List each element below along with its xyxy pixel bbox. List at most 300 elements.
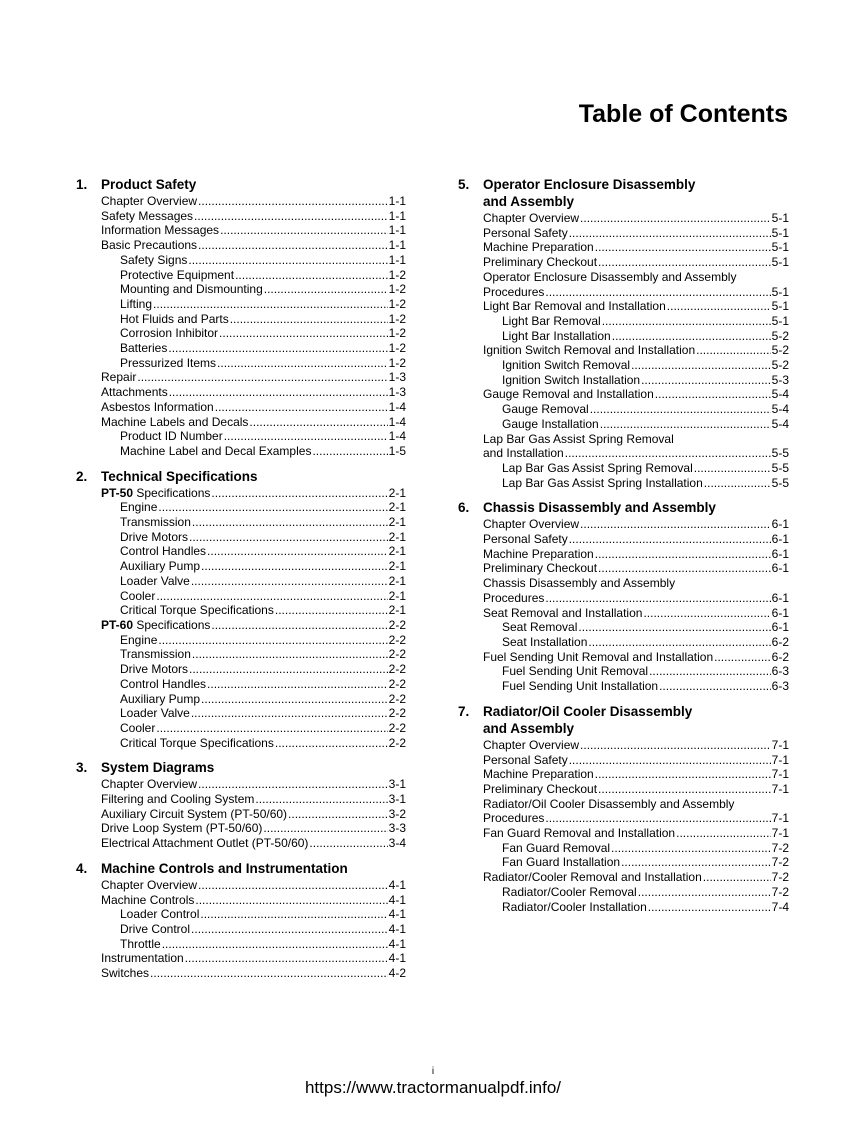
- entry-text: Critical Torque Specifications: [120, 735, 274, 750]
- toc-entry[interactable]: [101, 400, 406, 415]
- section-title: [483, 176, 695, 210]
- entry-text: Gauge Installation: [502, 416, 599, 431]
- entry-page: 5-2: [771, 343, 789, 358]
- entry-title: [120, 268, 234, 283]
- section-title: [101, 759, 214, 776]
- dot-leader: [168, 341, 387, 356]
- entry-text: Ignition Switch Removal: [502, 358, 631, 373]
- dot-leader: [162, 937, 388, 952]
- entry-title: [120, 444, 311, 459]
- entry-text: Information Messages: [101, 223, 220, 238]
- entry-list: [483, 738, 789, 914]
- toc-entry[interactable]: [483, 476, 789, 491]
- toc-entry[interactable]: [483, 285, 789, 300]
- dot-leader: [211, 618, 387, 633]
- toc-entry[interactable]: [483, 240, 789, 255]
- entry-title: [101, 807, 287, 822]
- entry-title: [120, 692, 200, 707]
- entry-page: 7-1: [771, 737, 789, 752]
- dot-leader: [309, 836, 387, 851]
- entry-text: Attachments: [101, 385, 168, 400]
- entry-page: 5-2: [771, 358, 789, 373]
- toc-entry[interactable]: [483, 461, 789, 476]
- entry-title: [483, 387, 654, 402]
- toc-entry[interactable]: [101, 341, 406, 356]
- toc-entry[interactable]: [101, 603, 406, 618]
- dot-leader: [192, 647, 388, 662]
- entry-title: [120, 706, 190, 721]
- entry-title: [483, 532, 568, 547]
- dot-leader: [158, 500, 387, 515]
- entry-title: [502, 679, 658, 694]
- page-title: Table of Contents: [578, 100, 788, 128]
- dot-leader: [590, 402, 771, 417]
- entry-title: [502, 314, 601, 329]
- dot-leader: [200, 907, 387, 922]
- toc-entry[interactable]: [101, 706, 406, 721]
- dot-leader: [621, 855, 771, 870]
- toc-entry[interactable]: [483, 211, 789, 226]
- section-heading: [458, 176, 789, 210]
- entry-list: [483, 211, 789, 490]
- entry-title: [101, 223, 219, 238]
- entry-text: Transmission: [120, 647, 191, 662]
- entry-text: Chapter Overview: [483, 211, 580, 225]
- dot-leader: [275, 736, 388, 751]
- entry-text: Chapter Overview: [483, 517, 580, 532]
- entry-page: 6-1: [771, 605, 789, 620]
- entry-title: [101, 878, 197, 893]
- dot-leader: [569, 753, 771, 768]
- dot-leader: [150, 966, 388, 981]
- dot-leader: [191, 706, 388, 721]
- entry-page: 1-3: [388, 385, 406, 400]
- dot-leader: [655, 387, 771, 402]
- entry-text: Auxiliary Pump: [120, 559, 201, 574]
- dot-leader: [198, 238, 388, 253]
- entry-title: [120, 282, 263, 297]
- toc-entry[interactable]: [483, 782, 789, 797]
- entry-text: Mounting and Dismounting: [120, 282, 263, 297]
- entry-text: Filtering and Cooling System: [101, 792, 255, 807]
- entry-page: 1-4: [388, 414, 406, 429]
- toc-entry[interactable]: [483, 446, 789, 461]
- entry-text: Light Bar Removal and Installation: [483, 299, 666, 314]
- entry-text: Lifting: [120, 296, 153, 311]
- entry-page: 6-2: [771, 649, 789, 664]
- entry-list: [101, 878, 406, 981]
- toc-entry[interactable]: [483, 870, 789, 885]
- toc-entry[interactable]: [483, 387, 789, 402]
- entry-text: Instrumentation: [101, 951, 184, 966]
- entry-title: [101, 370, 136, 385]
- dot-leader: [631, 358, 771, 373]
- dot-leader: [191, 922, 388, 937]
- entry-page: 2-2: [388, 720, 406, 735]
- dot-leader: [545, 811, 770, 826]
- toc-entry[interactable]: [101, 544, 406, 559]
- toc-entry[interactable]: [483, 885, 789, 900]
- entry-title: [483, 738, 579, 753]
- entry-page: 5-1: [771, 299, 789, 314]
- entry-page: 3-3: [388, 821, 406, 836]
- entry-text: Switches: [101, 966, 150, 981]
- toc-entry[interactable]: [101, 385, 406, 400]
- entry-title: [120, 356, 216, 371]
- entry-title: [120, 500, 157, 515]
- entry-title: [502, 402, 589, 417]
- entry-text: Procedures: [483, 590, 545, 605]
- toc-entry[interactable]: [483, 664, 789, 679]
- entry-text: Loader Control: [120, 907, 200, 922]
- entry-title: [483, 870, 702, 885]
- toc-entry[interactable]: [483, 314, 789, 329]
- entry-title: [483, 517, 579, 532]
- entry-page: 5-1: [771, 284, 789, 299]
- toc-entry[interactable]: [483, 402, 789, 417]
- entry-title: [101, 777, 197, 792]
- entry-page: 1-1: [388, 223, 406, 238]
- entry-text: Light Bar Removal: [502, 313, 601, 328]
- dot-leader: [217, 356, 388, 371]
- entry-page: 7-2: [771, 840, 789, 855]
- entry-text: Engine: [120, 632, 158, 647]
- entry-page: 4-1: [388, 907, 406, 922]
- section-title-line: Machine Controls and Instrumentation: [101, 860, 348, 876]
- entry-text: Cooler: [120, 720, 156, 735]
- toc-entry[interactable]: [483, 635, 789, 650]
- entry-title: [502, 461, 693, 476]
- toc-entry[interactable]: [101, 633, 406, 648]
- toc-entry[interactable]: [101, 312, 406, 327]
- entry-page: 4-1: [388, 951, 406, 966]
- toc-entry[interactable]: [483, 650, 789, 665]
- entry-page: 1-2: [388, 326, 406, 341]
- entry-title: [101, 238, 197, 253]
- dot-leader: [569, 532, 771, 547]
- section-title: [483, 499, 716, 516]
- toc-entry[interactable]: [101, 268, 406, 283]
- section-title-line: Chassis Disassembly and Assembly: [483, 500, 716, 516]
- toc-entry[interactable]: [483, 591, 789, 606]
- toc-entry[interactable]: [101, 194, 406, 209]
- toc-entry[interactable]: [101, 559, 406, 574]
- entry-title: [502, 373, 640, 388]
- dot-leader: [207, 677, 388, 692]
- entry-page: 6-2: [771, 634, 789, 649]
- entry-text: Drive Motors: [120, 529, 189, 544]
- entry-title: [483, 561, 597, 576]
- entry-page: 2-1: [388, 544, 406, 559]
- dot-leader: [264, 282, 388, 297]
- toc-entry[interactable]: [483, 255, 789, 270]
- entry-text: Preliminary Checkout: [483, 781, 598, 796]
- entry-title: [120, 253, 187, 268]
- toc-entry[interactable]: [101, 677, 406, 692]
- toc-entry[interactable]: [101, 486, 406, 501]
- toc-entry[interactable]: [101, 444, 406, 459]
- dot-leader: [137, 370, 387, 385]
- entry-title: [502, 841, 610, 856]
- dot-leader: [649, 664, 771, 679]
- toc-entry[interactable]: [101, 429, 406, 444]
- entry-page: 1-2: [388, 311, 406, 326]
- entry-title: [101, 415, 248, 430]
- toc-entry[interactable]: [483, 561, 789, 576]
- entry-title: [502, 900, 647, 915]
- toc-section: [76, 176, 406, 459]
- toc-entry[interactable]: [101, 922, 406, 937]
- section-title: [101, 860, 348, 877]
- toc-entry[interactable]: [483, 679, 789, 694]
- entry-title: Radiator/Oil Cooler Disassembly and Assembly: [483, 796, 735, 811]
- toc-entry[interactable]: [483, 517, 789, 532]
- entry-text: Preliminary Checkout: [483, 561, 598, 576]
- toc-entry[interactable]: [483, 329, 789, 344]
- dot-leader: [704, 476, 771, 491]
- entry-title: [483, 343, 695, 358]
- section-number: 4.: [76, 860, 88, 876]
- section-heading: [76, 759, 406, 776]
- entry-text: Machine Label and Decal Examples: [120, 443, 312, 458]
- entry-title: [483, 285, 544, 300]
- entry-title: [502, 635, 587, 650]
- entry-title: [502, 417, 599, 432]
- dot-leader: [263, 821, 387, 836]
- toc-entry[interactable]: [483, 532, 789, 547]
- dot-leader: [195, 893, 387, 908]
- entry-text: Chapter Overview: [483, 737, 580, 752]
- toc-entry[interactable]: [101, 574, 406, 589]
- toc-entry[interactable]: [101, 937, 406, 952]
- entry-page: 2-1: [388, 603, 406, 618]
- toc-entry[interactable]: [101, 692, 406, 707]
- entry-title: [101, 893, 194, 908]
- entry-page: 1-2: [388, 282, 406, 297]
- entry-page: 5-1: [771, 225, 789, 240]
- toc-entry[interactable]: [483, 767, 789, 782]
- toc-entry[interactable]: [101, 721, 406, 736]
- entry-page: 5-4: [771, 416, 789, 431]
- entry-page: 5-1: [771, 240, 789, 255]
- toc-entry[interactable]: [101, 356, 406, 371]
- dot-leader: [191, 574, 388, 589]
- entry-title: [502, 476, 703, 491]
- toc-entry[interactable]: [483, 299, 789, 314]
- dot-leader: [648, 900, 771, 915]
- toc-entry[interactable]: [101, 209, 406, 224]
- entry-page: 2-1: [388, 573, 406, 588]
- entry-text: Basic Precautions: [101, 238, 198, 253]
- entry-text: Personal Safety: [483, 225, 568, 240]
- dot-leader: [230, 312, 388, 327]
- entry-text: Lap Bar Gas Assist Spring Installation: [502, 475, 703, 490]
- toc-entry[interactable]: [101, 951, 406, 966]
- entry-title: [483, 547, 594, 562]
- toc-entry[interactable]: [483, 855, 789, 870]
- entry-text: Seat Removal: [502, 620, 578, 635]
- entry-page: 6-1: [771, 532, 789, 547]
- entry-text: Fuel Sending Unit Installation: [502, 679, 659, 694]
- toc-entry[interactable]: [101, 878, 406, 893]
- toc-entry[interactable]: [101, 777, 406, 792]
- toc-entry[interactable]: [483, 826, 789, 841]
- entry-page: 7-4: [771, 899, 789, 914]
- entry-page: 7-1: [771, 767, 789, 782]
- toc-entry[interactable]: [101, 618, 406, 633]
- entry-page: 6-1: [771, 561, 789, 576]
- entry-title: [483, 811, 544, 826]
- entry-page: 5-1: [771, 255, 789, 270]
- entry-title: [120, 633, 157, 648]
- entry-text: Transmission: [120, 515, 191, 530]
- entry-page: 2-2: [388, 632, 406, 647]
- toc-entry[interactable]: [483, 226, 789, 241]
- section-number: 1.: [76, 177, 88, 192]
- entry-title: [483, 255, 597, 270]
- toc-entry[interactable]: [101, 893, 406, 908]
- toc-entry[interactable]: [101, 297, 406, 312]
- entry-text: and Installation: [483, 446, 564, 461]
- toc-entry[interactable]: [101, 530, 406, 545]
- entry-title: [502, 664, 648, 679]
- dot-leader: [602, 314, 771, 329]
- section-title-line: and Assembly: [483, 194, 575, 209]
- dot-leader: [185, 951, 388, 966]
- entry-text: Fan Guard Removal and Installation: [483, 826, 676, 841]
- entry-title: [120, 574, 190, 589]
- entry-title: [502, 855, 620, 870]
- toc-entry[interactable]: [483, 811, 789, 826]
- dot-leader: [224, 429, 388, 444]
- section-title: [483, 703, 692, 737]
- entry-title: [502, 329, 611, 344]
- entry-page: 5-1: [771, 211, 789, 225]
- toc-section: [458, 499, 789, 693]
- dot-leader: [219, 326, 388, 341]
- section-title-line: Radiator/Oil Cooler Disassembly: [483, 703, 693, 719]
- entry-page: 6-1: [771, 620, 789, 635]
- entry-title: [483, 240, 594, 255]
- entry-title: [483, 826, 675, 841]
- dot-leader: [215, 400, 388, 415]
- toc-entry[interactable]: [101, 907, 406, 922]
- toc-section: [76, 860, 406, 981]
- dot-leader: [201, 692, 388, 707]
- entry-page: 4-2: [388, 966, 406, 981]
- toc-entry[interactable]: [483, 547, 789, 562]
- toc-entry[interactable]: [101, 647, 406, 662]
- entry-text: Machine Preparation: [483, 546, 594, 561]
- toc-entry[interactable]: [101, 589, 406, 604]
- toc-entry[interactable]: [101, 253, 406, 268]
- toc-entry[interactable]: [101, 223, 406, 238]
- entry-title: [120, 677, 206, 692]
- dot-leader: [194, 209, 388, 224]
- toc-entry[interactable]: [483, 738, 789, 753]
- entry-title: [101, 400, 214, 415]
- entry-title: [120, 907, 199, 922]
- toc-entry[interactable]: [483, 841, 789, 856]
- entry-page: 4-1: [388, 892, 406, 907]
- entry-text: Fan Guard Removal: [502, 840, 611, 855]
- toc-entry[interactable]: [101, 836, 406, 851]
- dot-leader: [598, 561, 771, 576]
- dot-leader: [611, 841, 771, 856]
- entry-page: 1-2: [388, 296, 406, 311]
- section-title: [101, 176, 196, 193]
- entry-text: Procedures: [483, 811, 545, 826]
- entry-text: Preliminary Checkout: [483, 255, 598, 270]
- toc-entry[interactable]: [101, 821, 406, 836]
- toc-entry[interactable]: [483, 373, 789, 388]
- toc-entry[interactable]: [483, 620, 789, 635]
- toc-entry[interactable]: [101, 370, 406, 385]
- entry-page: 7-1: [771, 811, 789, 826]
- entry-page: 5-1: [771, 313, 789, 328]
- entry-page: 2-1: [388, 529, 406, 544]
- toc-entry[interactable]: [101, 515, 406, 530]
- entry-page: 5-5: [771, 460, 789, 475]
- toc-entry[interactable]: [101, 807, 406, 822]
- toc-entry[interactable]: [101, 966, 406, 981]
- dot-leader: [578, 620, 770, 635]
- toc-entry[interactable]: [483, 343, 789, 358]
- entry-text: Drive Control: [120, 921, 191, 936]
- entry-title: [120, 429, 223, 444]
- entry-model: PT-50: [101, 485, 134, 500]
- entry-title: [101, 618, 210, 633]
- toc-entry[interactable]: [101, 326, 406, 341]
- entry-page: 1-3: [388, 370, 406, 385]
- entry-title: [101, 194, 197, 209]
- entry-page: 4-1: [388, 921, 406, 936]
- toc-entry[interactable]: [483, 606, 789, 621]
- toc-entry[interactable]: [101, 792, 406, 807]
- entry-text: Fuel Sending Unit Removal: [502, 664, 649, 679]
- entry-page: 1-2: [388, 267, 406, 282]
- section-title: [101, 468, 258, 485]
- toc-entry[interactable]: [101, 415, 406, 430]
- toc-entry[interactable]: [101, 736, 406, 751]
- entry-text: Asbestos Information: [101, 399, 214, 414]
- toc-entry[interactable]: [483, 358, 789, 373]
- toc-entry[interactable]: [483, 900, 789, 915]
- toc-entry[interactable]: [101, 238, 406, 253]
- toc-entry[interactable]: [483, 753, 789, 768]
- entry-text: Lap Bar Gas Assist Spring Removal: [502, 460, 693, 475]
- entry-title: [120, 922, 190, 937]
- entry-title: [483, 591, 544, 606]
- toc-entry[interactable]: [101, 282, 406, 297]
- entry-page: 2-2: [388, 676, 406, 691]
- entry-title: [120, 662, 188, 677]
- section-title-line: Operator Enclosure Disassembly: [483, 177, 696, 192]
- entry-page: 3-1: [388, 792, 406, 807]
- entry-page: 6-3: [771, 679, 789, 694]
- entry-page: 7-2: [771, 855, 789, 870]
- entry-page: 2-1: [388, 500, 406, 515]
- entry-title: [502, 358, 630, 373]
- toc-entry[interactable]: [101, 500, 406, 515]
- entry-page: 3-1: [388, 777, 406, 792]
- entry-page: 5-3: [771, 372, 789, 387]
- entry-title: [120, 603, 274, 618]
- toc-entry[interactable]: [101, 662, 406, 677]
- entry-text: Ignition Switch Removal and Installation: [483, 343, 696, 358]
- toc-entry-lead: [483, 797, 789, 812]
- toc-entry[interactable]: [483, 417, 789, 432]
